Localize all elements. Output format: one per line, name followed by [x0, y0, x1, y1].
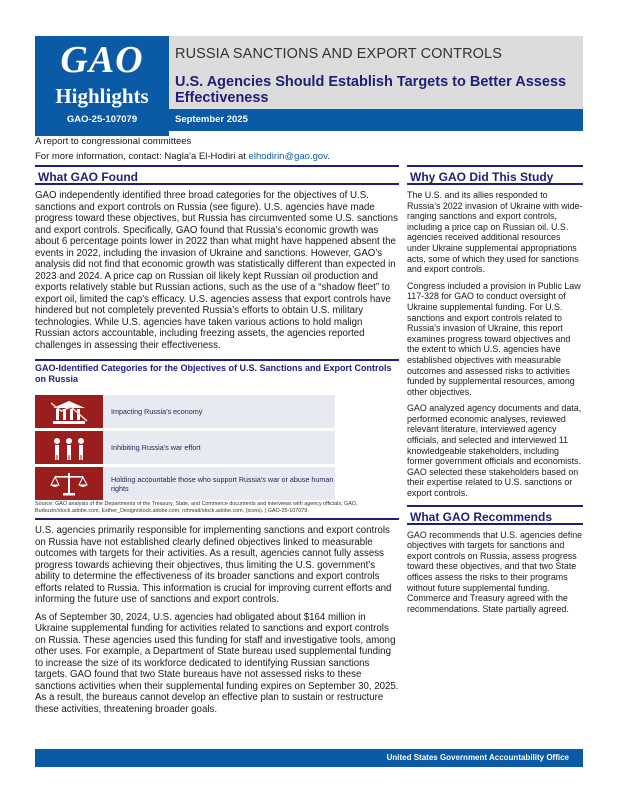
report-date: September 2025	[175, 114, 248, 125]
right-column	[407, 165, 583, 620]
report-id-bar	[35, 109, 583, 131]
contact-prefix: For more information, contact: Nagla'a El-Hodiri at	[35, 151, 249, 162]
figure-row-war-effort	[35, 431, 335, 464]
report-id: GAO-25-107079	[66, 114, 138, 125]
found-paragraph-3: As of September 30, 2024, U.S. agencies had obligated about $164 million in Ukraine supplemental funding for activities related to sanctions and export controls on Russia. These agencies used this funding for staff and investigative tools, among other uses. For example, a Department of State bureau used supplemental funding to increase the size of its workforce dedicated to identifying Russian sanctions targets. GAO found that two State bureaus have not assessed risks to these sanctions activities when their supplemental funding expires on September 30, 2025. As a result, the bureaus cannot develop an effective plan to sustain or restructure these activities, threatening broader goals.	[35, 611, 399, 715]
figure-label-war-effort: Inhibiting Russia’s war effort	[103, 431, 335, 464]
what-gao-found-heading: What GAO Found	[35, 165, 399, 183]
found-paragraph-2: U.S. agencies primarily responsible for implementing sanctions and export controls on Russia have not established clearly defined objectives linked to measurable outcomes with targets for their activities. As a result, agencies cannot fully assess progress towards achieving their objectives, thus limiting the U.S. government’s ability to determine the effectiveness of its broader sanctions and export controls efforts related to Russia. This information is crucial for improving current efforts and informing the future use of sanctions and export controls.	[35, 525, 392, 606]
bank-icon	[35, 395, 103, 428]
contact-suffix: .	[327, 151, 330, 162]
contact-email-link[interactable]: elhodirin@gao.gov	[248, 151, 328, 162]
footer-agency: United States Government Accountability Office	[386, 753, 569, 762]
report-topic: RUSSIA SANCTIONS AND EXPORT CONTROLS	[175, 46, 502, 62]
scales-icon	[35, 467, 103, 500]
contact-line	[35, 149, 330, 164]
recommends-paragraph-1: GAO recommends that U.S. agencies define objectives with targets for sanctions and export controls on Russia, assess progress toward these objectives, and that two State offices assess the risks to their programs without future supplemental funding. Commerce and Treasury agreed with the recommendations. State partially agreed.	[407, 529, 583, 614]
why-paragraph-2: Congress included a provision in Public Law 117-328 for GAO to conduct oversight of Ukraine supplemental funding. For U.S. sanctions and export controls related to Russia’s invasion of Ukraine, this report examines progress toward objectives and the extent to which U.S. agencies have established objectives with measurable outcomes and assessed risks to activities funded by supplemental resources, among other objectives.	[407, 280, 581, 397]
soldiers-icon	[35, 431, 103, 464]
figure-title: GAO-Identified Categories for the Objectives of U.S. Sanctions and Export Controls on Russia	[35, 363, 392, 384]
figure-row-accountability	[35, 467, 335, 500]
why-paragraph-3: GAO analyzed agency documents and data, performed economic analyses, reviewed relevant literature, interviewed agency officials, and selected and interviewed 11 knowledgeable stakeholders, including former government officials and economists. GAO selected these stakeholders based on their expertise related to U.S. sanctions or export controls.	[407, 403, 582, 499]
report-meta	[35, 134, 330, 164]
left-column	[35, 165, 399, 721]
figure-label-accountability: Holding accountable those who support Russia’s war or abuse human rights	[103, 467, 335, 500]
objectives-figure	[35, 391, 335, 501]
figure-source: Source: GAO analysis of the Departments of the Treasury, State, and Commerce documents and interviews with agency officials; GAO, Burbuzin/stock.adobe.com, Esther_Design/stock.adobe.com, rohmad/stock.adobe.com. (icons). | GAO-25-107079	[35, 501, 358, 514]
footer-bar	[35, 749, 583, 767]
figure-row-economy	[35, 395, 335, 428]
audience-line: A report to congressional committees	[35, 136, 192, 147]
why-paragraph-1: The U.S. and its allies responded to Russia’s 2022 invasion of Ukraine with wide-ranging sanctions and export controls, including a price cap on Russian oil. U.S. agencies received additional resources under Ukraine supplemental appropriations acts, some of which they used for sanctions and export controls.	[407, 190, 583, 275]
report-title: U.S. Agencies Should Establish Targets to Better Assess Effectiveness	[175, 74, 567, 106]
header-band	[169, 36, 583, 109]
why-gao-did-this-study-heading: Why GAO Did This Study	[407, 165, 583, 183]
logo-highlights-text: Highlights	[55, 84, 149, 108]
found-paragraph-1: GAO independently identified three broad categories for the objectives of U.S. sanctions and export controls on Russia (see figure). U.S. agencies have made progress toward these objectives, but Russia has circumvented some U.S. sanctions and export controls. Specifically, GAO found that Russia’s economic growth was about 6 percentage points lower in 2022 than what might have happened absent the events in 2022, including the invasion of Ukraine and sanctions. However, GAO’s analysis did not find that economic growth was statistically different than expected in 2023 and 2024. A price cap on Russian oil likely kept Russian oil production and exports relatively stable but Russian actions, such as the use of a “shadow fleet” to export oil, limited the cap’s efficacy. U.S. agencies assess that export controls have hindered but not completely prevented Russia’s efforts to obtain U.S. military technologies. While U.S. agencies have taken various actions to hold malign Russian actors accountable, including freezing assets, the agencies reported challenges in assessing their effectiveness.	[35, 190, 398, 351]
logo-gao-text: GAO	[60, 39, 144, 81]
what-gao-recommends-heading: What GAO Recommends	[407, 505, 583, 523]
figure-label-economy: Impacting Russia’s economy	[103, 395, 335, 428]
